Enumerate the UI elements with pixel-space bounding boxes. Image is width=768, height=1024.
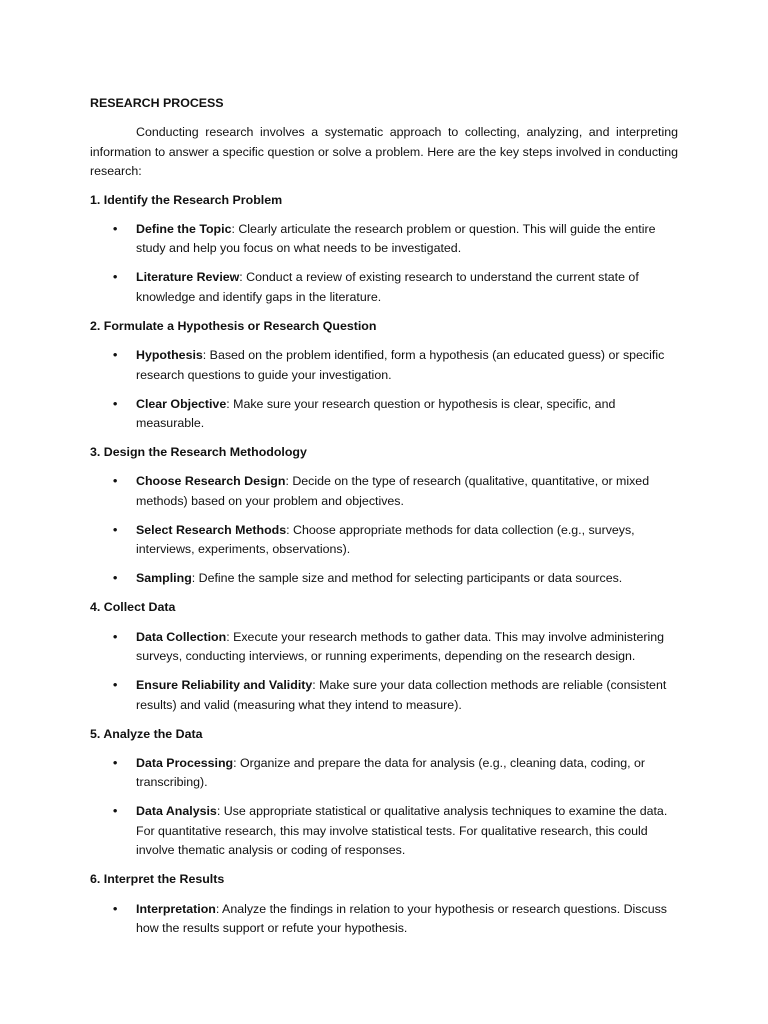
item-text: : Make sure your research question or hypothesis is clear, specific, and measurable. [136,396,616,431]
item-text: : Make sure your data collection methods are reliable (consistent results) and valid (measuring what they intend to measure). [136,678,667,712]
item-term: Define the Topic [136,222,232,237]
item-term: Sampling [136,571,192,586]
item-term: Clear Objective [136,396,227,411]
document-page [90,94,678,948]
list-item [90,754,678,793]
section-heading: 2. Formulate a Hypothesis or Research Question [90,318,377,333]
item-term: Data Processing [136,755,234,770]
list-item [90,900,678,939]
list-item [90,521,678,560]
list-item [90,268,678,307]
bullet-icon: • [113,474,118,489]
list-item [90,220,678,259]
list-item [90,346,678,385]
bullet-icon: • [113,522,118,537]
list-item [90,395,678,434]
bullet-icon: • [113,222,118,237]
item-text: : Define the sample size and method for selecting participants or data sources. [191,571,623,586]
bullet-list [90,220,678,307]
bullet-icon: • [113,348,118,363]
bullet-icon: • [113,571,118,586]
section-interpret-results [90,870,678,938]
list-item [90,628,678,667]
item-text: : Decide on the type of research (qualitative, quantitative, or mixed methods) based on your problem and objectives. [136,474,650,508]
bullet-icon: • [113,629,118,644]
bullet-list [90,628,678,715]
bullet-icon: • [113,678,118,693]
item-text: : Choose appropriate methods for data collection (e.g., surveys, interviews, experiments, observations). [136,522,635,557]
document-title: RESEARCH PROCESS [90,96,224,110]
item-text: : Organize and prepare the data for analysis (e.g., cleaning data, coding, or transcribing). [136,755,646,790]
section-heading: 6. Interpret the Results [90,872,225,887]
list-item [90,569,678,588]
list-item [90,802,678,860]
item-term: Hypothesis [136,348,203,363]
list-item [90,472,678,511]
bullet-icon: • [113,901,118,916]
item-text: : Analyze the findings in relation to your hypothesis or research questions. Discuss how the results support or refute your hypothesis. [136,901,667,935]
section-heading: 3. Design the Research Methodology [90,445,307,460]
intro-paragraph: Conducting research involves a systematic approach to collecting, analyzing, and interpreting information to answer a specific question or solve a problem. Here are the key steps involved in conducting research: [90,125,678,179]
bullet-list [90,900,678,939]
item-text: : Clearly articulate the research problem or question. This will guide the entire study and help you focus on what needs to be investigated. [136,222,656,256]
item-text: : Use appropriate statistical or qualitative analysis techniques to examine the data. For quantitative research, this may involve statistical tests. For qualitative research, this could involve thematic analysis or coding of responses. [136,804,668,858]
item-term: Select Research Methods [136,522,287,537]
section-heading: 5. Analyze the Data [90,726,203,741]
bullet-icon: • [113,755,118,770]
item-term: Data Collection [136,629,227,644]
section-heading: 1. Identify the Research Problem [90,192,283,207]
bullet-list [90,754,678,861]
section-heading: 4. Collect Data [90,600,176,615]
list-item [90,676,678,715]
item-term: Ensure Reliability and Validity [136,678,313,693]
bullet-list [90,346,678,433]
section-identify-problem [90,191,678,308]
bullet-icon: • [113,270,118,285]
item-term: Choose Research Design [136,474,286,489]
item-term: Data Analysis [136,804,217,819]
bullet-list [90,472,678,588]
item-term: Interpretation [136,901,216,916]
section-collect-data [90,598,678,715]
item-term: Literature Review [136,270,240,285]
bullet-icon: • [113,804,118,819]
section-formulate-hypothesis [90,317,678,434]
bullet-icon: • [113,396,118,411]
section-design-methodology [90,443,678,589]
section-analyze-data [90,725,678,861]
item-text: : Execute your research methods to gather data. This may involve administering surveys, conducting interviews, or running experiments, depending on the research design. [136,629,664,664]
item-text: : Based on the problem identified, form a hypothesis (an educated guess) or specific research questions to guide your investigation. [136,348,665,382]
item-text: : Conduct a review of existing research to understand the current state of knowledge and identify gaps in the literature. [136,270,639,304]
